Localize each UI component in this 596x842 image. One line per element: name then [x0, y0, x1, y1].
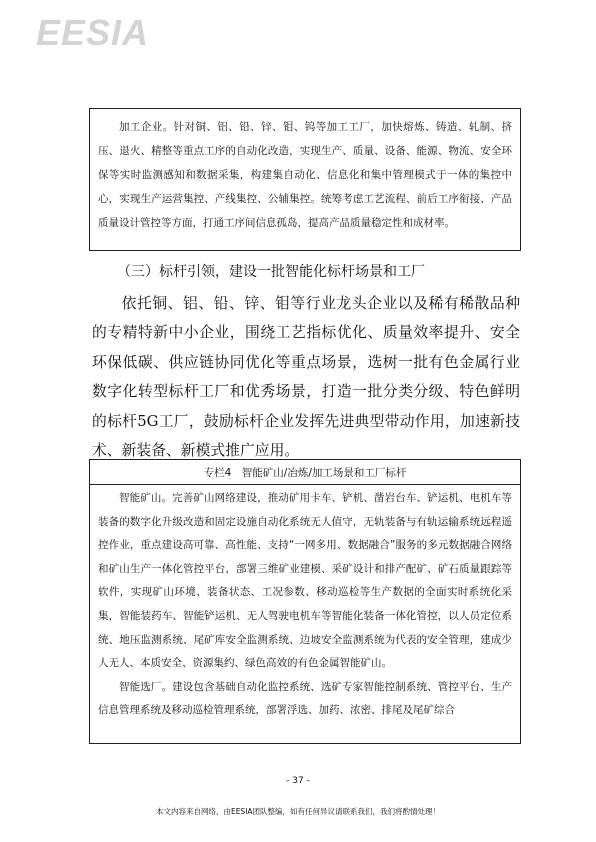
box-paragraph: 加工企业。针对铜、铝、铅、锌、钼、钨等加工工厂，加快熔炼、铸造、轧制、挤压、退火、精整等重点工序的自动化改造，实现生产、质量、设备、能源、物流、安全环保等实时监测感知和数据采集，构建集自动化、信息化和集中管理模式于一体的集控中心，实现生产运营集控、产线集控、公辅集控。统筹考虑工艺流程、前后工序衔接、产品质量设计管控等方面，打通工序间信息孤岛，提高产品质量稳定性和成材率。: [98, 121, 512, 229]
section-heading: （三）标杆引领，建设一批智能化标杆场景和工厂: [117, 264, 425, 280]
case-box-processing: [89, 108, 521, 251]
column-box-title: 专栏4 智能矿山/冶炼/加工场景和工厂标杆: [90, 462, 520, 485]
eesia-logo: EESIA: [36, 12, 150, 53]
body-paragraph: 依托铜、铝、铅、锌、钼等行业龙头企业以及稀有稀散品种的专精特新中小企业，围绕工艺指标优化、质量效率提升、安全环保低碳、供应链协同优化等重点场景，选树一批有色金属行业数字化转型标杆工厂和优秀场景，打造一批分类分级、特色鲜明的标杆5G工厂，鼓励标杆企业发挥先进典型带动作用，加速新技术、新装备、新模式推广应用。: [92, 295, 520, 460]
page-number: - 37 -: [286, 776, 310, 786]
box-paragraph-smart-plant: 智能选厂。建设包含基础自动化监控系统、选矿专家智能控制系统、管控平台、生产信息管理系统及移动巡检管理系统，部署浮选、加药、浓密、排尾及尾矿综合: [98, 680, 512, 717]
column-box-4: [89, 459, 521, 744]
box-paragraph-smart-mine: 智能矿山。完善矿山网络建设，推动矿用卡车、铲机、凿岩台车、铲运机、电机车等装备的数字化升级改造和固定设施自动化系统无人值守，无轨装备与有轨运输系统远程遥控作业，重点建设高可靠、高性能、支持“一网多用、数据融合”服务的多元数据融合网络和矿山生产一体化管控平台，部署三维矿业建模、采矿设计和排产配矿、矿石质量跟踪等软件，实现矿山环境、装备状态、工况参数、移动巡检等生产数据的全面实时系统化采集，智能装药车、智能铲运机、无人驾驶电机车等智能化装备一体化管控，以人员定位系统、地压监测系统、尾矿库安全监测系统、边坡安全监测系统为代表的安全管理，建成少人无人、本质安全、资源集约、绿色高效的有色金属智能矿山。: [98, 492, 512, 670]
footer-note: 本文内容来自网络，由EESIA团队整编，如有任何异议请联系我们，我们将酌情处理！: [155, 807, 441, 816]
